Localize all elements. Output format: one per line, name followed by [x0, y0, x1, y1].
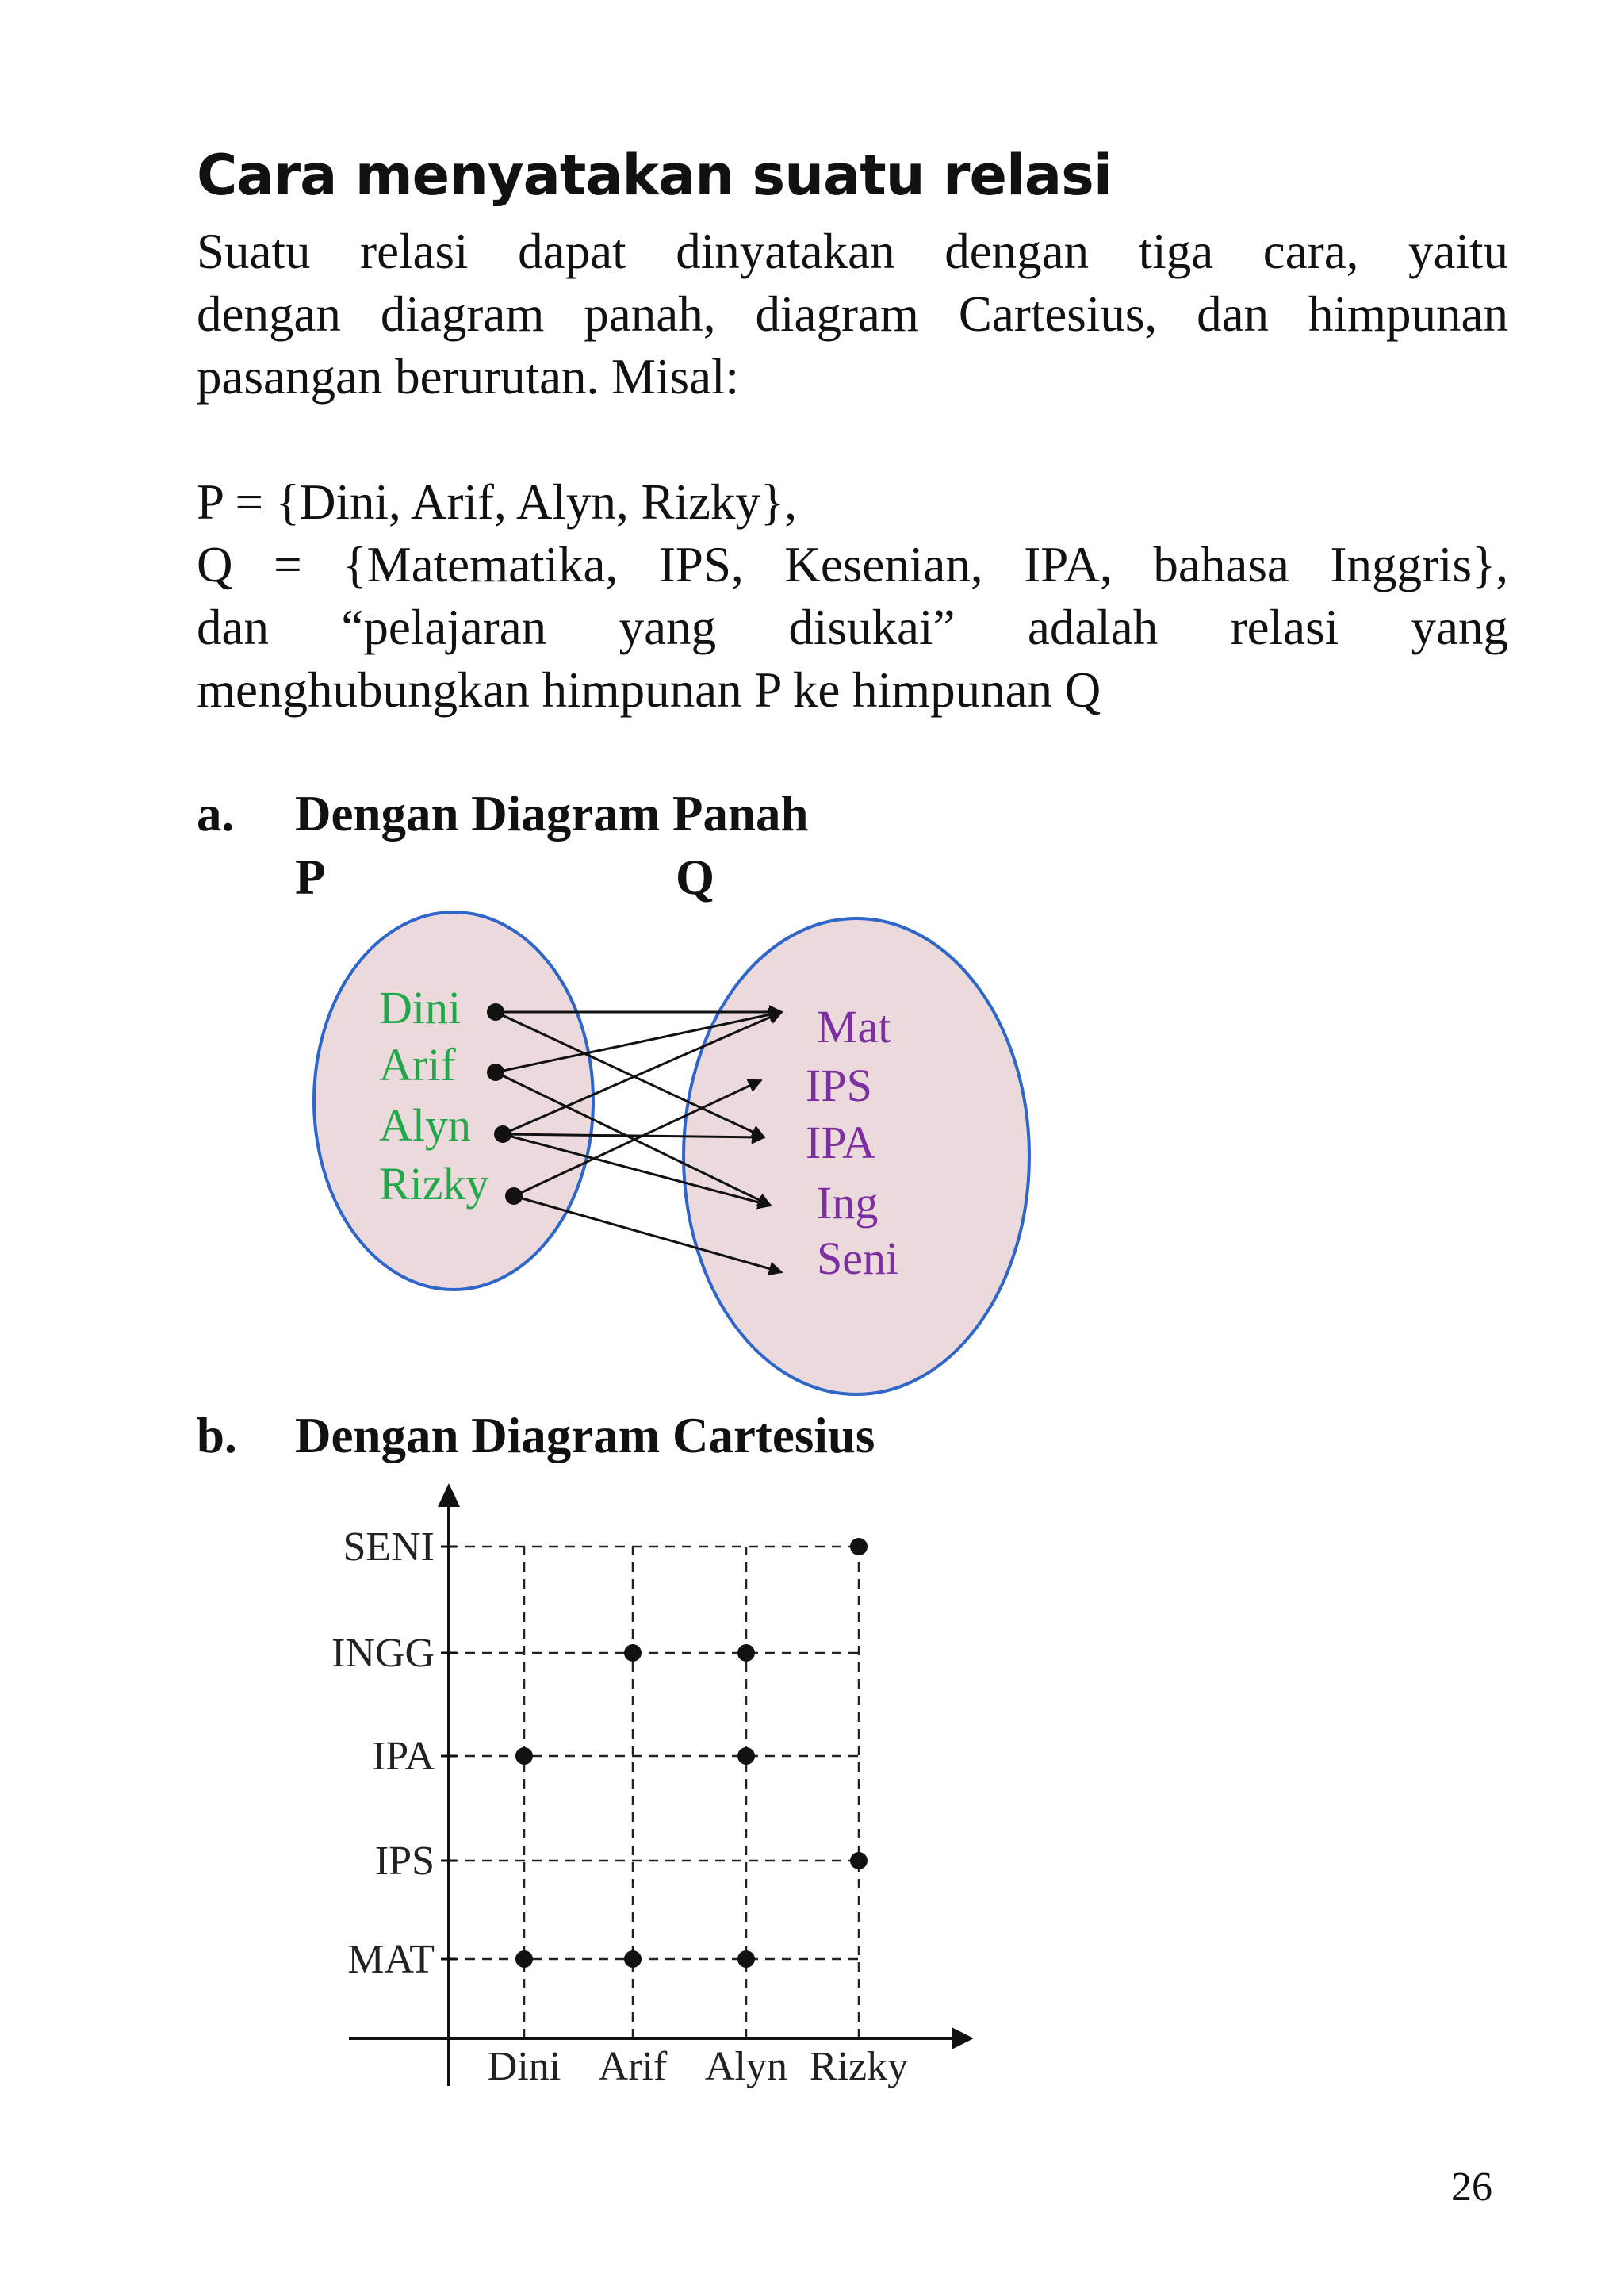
- data-point: [624, 1644, 642, 1662]
- x-tick-label: Alyn: [705, 2044, 787, 2089]
- x-tick-label: Dini: [487, 2044, 561, 2089]
- cartesian-x-labels: [488, 2044, 908, 2089]
- y-tick-label: IPS: [374, 1838, 435, 1884]
- section-b-title: Dengan Diagram Cartesius: [295, 1408, 875, 1463]
- intro-line: Suatu relasi dapat dinyatakan dengan tiga cara, yaitu: [197, 224, 1508, 279]
- set-q-definition: Q = {Matematika, IPS, Kesenian, IPA, bahasa Inggris},: [197, 537, 1508, 592]
- codomain-label-ips: IPS: [806, 1060, 872, 1111]
- page-heading: Cara menyatakan suatu relasi: [197, 143, 1112, 208]
- set-p-label: P: [295, 849, 326, 905]
- data-point: [737, 1950, 755, 1968]
- codomain-label-mat: Mat: [817, 1001, 891, 1052]
- data-point: [624, 1950, 642, 1968]
- x-tick-label: Rizky: [809, 2044, 909, 2089]
- data-point: [737, 1644, 755, 1662]
- x-tick-label: Arif: [598, 2044, 668, 2089]
- data-point: [515, 1747, 533, 1765]
- y-tick-label: INGG: [331, 1631, 435, 1676]
- data-point: [850, 1852, 868, 1869]
- page-number: 26: [1451, 2164, 1492, 2210]
- codomain-label-ipa: IPA: [806, 1117, 876, 1168]
- intro-line: pasangan berurutan. Misal:: [197, 349, 740, 405]
- cartesian-points: [515, 1538, 868, 1968]
- cartesian-axes: [349, 1483, 974, 2086]
- data-point: [737, 1747, 755, 1765]
- x-axis-arrow: [952, 2027, 974, 2049]
- domain-label-rizky: Rizky: [379, 1158, 489, 1210]
- relation-definition: dan “pelajaran yang disukai” adalah relasi yang: [197, 600, 1508, 655]
- y-tick-label: MAT: [347, 1937, 435, 1982]
- section-a-title: Dengan Diagram Panah: [295, 786, 809, 842]
- intro-line: dengan diagram panah, diagram Cartesius, dan himpunan: [197, 286, 1508, 342]
- data-point: [850, 1538, 868, 1555]
- domain-label-dini: Dini: [379, 982, 462, 1033]
- y-tick-label: SENI: [343, 1524, 435, 1570]
- set-q-label: Q: [676, 849, 715, 905]
- y-tick-label: IPA: [371, 1734, 435, 1779]
- domain-label-alyn: Alyn: [379, 1099, 471, 1151]
- set-p-definition: P = {Dini, Arif, Alyn, Rizky},: [197, 474, 797, 530]
- codomain-label-seni: Seni: [817, 1233, 899, 1284]
- y-axis-arrow: [438, 1483, 460, 1507]
- relation-definition-end: menghubungkan himpunan P ke himpunan Q: [197, 662, 1101, 718]
- domain-label-arif: Arif: [379, 1039, 456, 1091]
- section-a-letter: a.: [197, 786, 235, 842]
- cartesian-grid: [449, 1547, 859, 2038]
- codomain-label-ing: Ing: [817, 1177, 879, 1229]
- section-b-letter: b.: [197, 1408, 237, 1463]
- data-point: [515, 1950, 533, 1968]
- cartesian-y-labels: [331, 1524, 435, 1982]
